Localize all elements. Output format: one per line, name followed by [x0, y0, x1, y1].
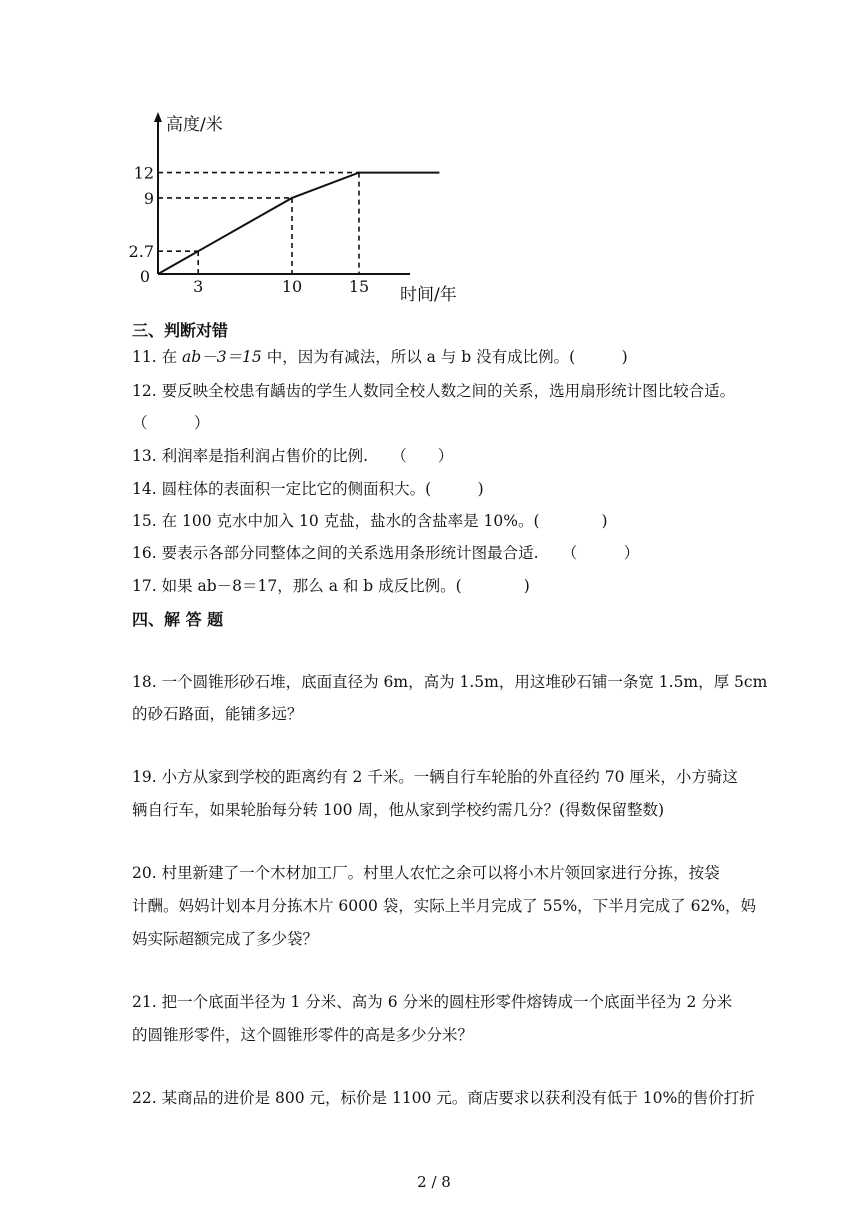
question-text: 在 100 克水中加入 10 克盐，盐水的含盐率是 10%。( ) — [161, 512, 608, 530]
question-number: 15. — [132, 512, 157, 530]
question-text: 中，因为有减法，所以 a 与 b 没有成比例。( ) — [261, 348, 628, 366]
axes — [154, 112, 410, 274]
y-axis-title: 高度/米 — [166, 115, 223, 135]
question-text: 把一个底面半径为 1 分米、高为 6 分米的圆柱形零件熔铸成一个底面半径为 2 分米 — [161, 993, 733, 1011]
question-text: 一个圆锥形砂石堆，底面直径为 6m，高为 1.5m，用这堆砂石铺一条宽 1.5m，厚 5cm — [161, 673, 768, 691]
question-13 — [132, 445, 453, 467]
section-3-title: 三、判断对错 — [132, 321, 229, 340]
question-number: 19. — [132, 768, 157, 786]
question-20-line-3: 妈实际超额完成了多少袋？ — [132, 930, 319, 948]
question-text: 利润率是指利润占售价的比例. （ ） — [161, 447, 454, 465]
question-17 — [132, 575, 530, 597]
question-number: 12. — [132, 382, 157, 400]
question-20-line-1 — [132, 862, 720, 884]
question-number: 17. — [132, 577, 157, 595]
question-text: 如果 ab－8＝17，那么 a 和 b 成反比例。( ) — [161, 577, 530, 595]
x-tick-label-1: 10 — [281, 277, 303, 296]
question-12 — [132, 380, 735, 402]
question-number: 11. — [132, 348, 157, 366]
question-text: 圆柱体的表面积一定比它的侧面积大。( ) — [161, 480, 484, 498]
question-22-line-1 — [132, 1087, 755, 1109]
question-number: 20. — [132, 864, 157, 882]
question-15 — [132, 510, 608, 532]
dashed-guides — [158, 173, 359, 274]
y-tick-label-0: 2.7 — [128, 242, 154, 262]
question-16 — [132, 542, 639, 564]
question-number: 13. — [132, 447, 157, 465]
question-number: 22. — [132, 1089, 157, 1107]
question-11 — [132, 346, 628, 368]
series-line — [158, 173, 439, 274]
y-tick-label-2: 12 — [133, 163, 154, 183]
question-19-line-1 — [132, 766, 738, 788]
question-12-answer-bracket: （ ） — [132, 414, 210, 432]
question-text: 要表示各部分同整体之间的关系选用条形统计图最合适. （ ） — [161, 544, 640, 562]
question-text: 小方从家到学校的距离约有 2 千米。一辆自行车轮胎的外直径约 70 厘米，小方骑这 — [161, 768, 738, 786]
question-number: 21. — [132, 993, 157, 1011]
question-number: 18. — [132, 673, 157, 691]
question-text: 村里新建了一个木材加工厂。村里人农忙之余可以将小木片领回家进行分拣，按袋 — [161, 864, 720, 882]
question-number: 14. — [132, 480, 157, 498]
question-19-line-2: 辆自行车，如果轮胎每分转 100 周，他从家到学校约需几分？(得数保留整数) — [132, 801, 665, 819]
question-text: 某商品的进价是 800 元，标价是 1100 元。商店要求以获利没有低于 10%的售价打折 — [161, 1089, 755, 1107]
math-expression: ab－3＝15 — [182, 348, 262, 366]
page-number: 2 / 8 — [417, 1173, 451, 1191]
x-tick-label-0: 3 — [193, 277, 204, 296]
question-18-line-1 — [132, 671, 767, 693]
height-time-graph — [128, 104, 488, 314]
x-axis-title: 时间/年 — [400, 285, 457, 305]
question-14 — [132, 478, 484, 500]
question-number: 16. — [132, 544, 157, 562]
question-18-line-2: 的砂石路面，能铺多远？ — [132, 705, 303, 723]
y-tick-label-1: 9 — [143, 188, 154, 208]
question-text: 要反映全校患有龋齿的学生人数同全校人数之间的关系，选用扇形统计图比较合适。 — [161, 382, 736, 400]
question-21-line-1 — [132, 991, 732, 1013]
section-4-title: 四、解 答 题 — [132, 610, 224, 629]
question-20-line-2: 计酬。妈妈计划本月分拣木片 6000 袋，实际上半月完成了 55%，下半月完成了 62%，妈 — [132, 897, 757, 915]
question-21-line-2: 的圆锥形零件，这个圆锥形零件的高是多少分米？ — [132, 1026, 474, 1044]
origin-label: 0 — [139, 267, 150, 286]
question-pre: 在 — [161, 348, 183, 366]
y-axis-arrow — [154, 112, 162, 122]
x-tick-label-2: 15 — [348, 277, 370, 296]
